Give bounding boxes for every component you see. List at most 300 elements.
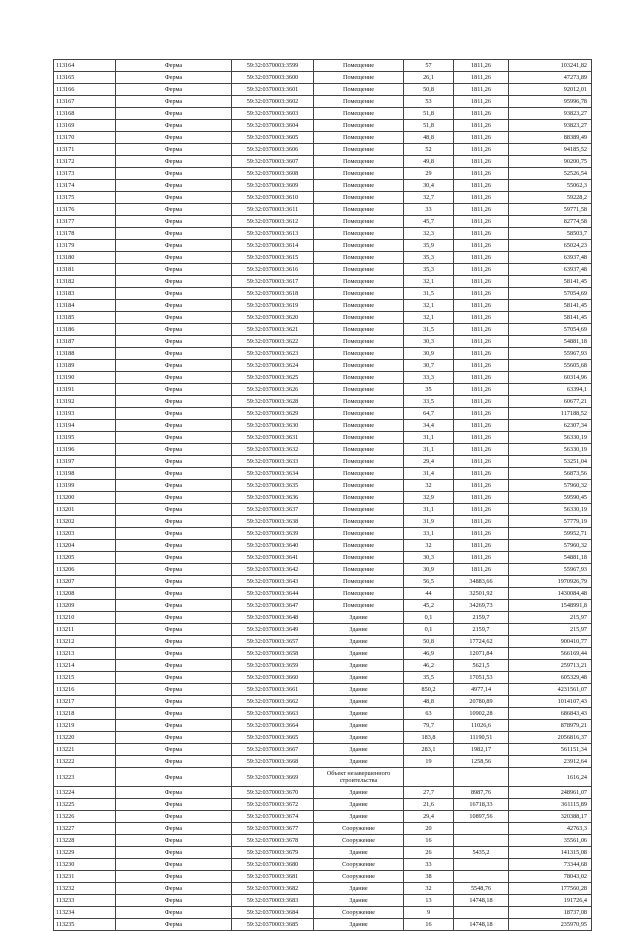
cadastral-number-cell: 59:32:0370003:3669 (232, 768, 314, 787)
cadastral-number-cell: 59:32:0370003:3657 (232, 636, 314, 648)
document-page (53, 59, 591, 931)
cadastral-number-cell: 59:32:0370003:3648 (232, 612, 314, 624)
premises-type-cell: Сооружение (314, 907, 404, 919)
object-type-cell: Ферма (116, 456, 232, 468)
premises-type-cell: Помещение (314, 108, 404, 120)
area-cell: 31,4 (404, 468, 454, 480)
row-id-cell: 113164 (54, 60, 116, 72)
table-row (54, 240, 592, 252)
row-id-cell: 113191 (54, 384, 116, 396)
row-id-cell: 113187 (54, 336, 116, 348)
object-type-cell: Ферма (116, 288, 232, 300)
cadastral-number-cell: 59:32:0370003:3643 (232, 576, 314, 588)
cadastral-value-cell: 63937,48 (509, 264, 592, 276)
premises-type-cell: Здание (314, 799, 404, 811)
table-row (54, 919, 592, 931)
cadastral-value-cell: 65024,23 (509, 240, 592, 252)
table-row (54, 144, 592, 156)
table-row (54, 528, 592, 540)
premises-type-cell: Помещение (314, 516, 404, 528)
table-row (54, 799, 592, 811)
row-id-cell: 113208 (54, 588, 116, 600)
cadastral-value-cell: 90200,75 (509, 156, 592, 168)
unit-value-cell: 1811,26 (454, 396, 509, 408)
cadastral-value-cell: 55967,93 (509, 564, 592, 576)
row-id-cell: 113168 (54, 108, 116, 120)
object-type-cell: Ферма (116, 504, 232, 516)
cadastral-value-cell: 56330,19 (509, 432, 592, 444)
object-type-cell: Ферма (116, 756, 232, 768)
unit-value-cell: 1811,26 (454, 180, 509, 192)
object-type-cell: Ферма (116, 396, 232, 408)
object-type-cell: Ферма (116, 300, 232, 312)
object-type-cell: Ферма (116, 228, 232, 240)
area-cell: 31,5 (404, 288, 454, 300)
unit-value-cell: 10897,56 (454, 811, 509, 823)
area-cell: 16 (404, 835, 454, 847)
cadastral-number-cell: 59:32:0370003:3622 (232, 336, 314, 348)
row-id-cell: 113194 (54, 420, 116, 432)
premises-type-cell: Помещение (314, 576, 404, 588)
unit-value-cell: 2159,7 (454, 612, 509, 624)
cadastral-number-cell: 59:32:0370003:3660 (232, 672, 314, 684)
object-type-cell: Ферма (116, 144, 232, 156)
table-row (54, 835, 592, 847)
cadastral-value-cell: 58141,45 (509, 312, 592, 324)
row-id-cell: 113233 (54, 895, 116, 907)
cadastral-number-cell: 59:32:0370003:3658 (232, 648, 314, 660)
row-id-cell: 113230 (54, 859, 116, 871)
cadastral-value-cell: 54881,18 (509, 336, 592, 348)
table-row (54, 672, 592, 684)
area-cell: 30,3 (404, 552, 454, 564)
cadastral-number-cell: 59:32:0370003:3616 (232, 264, 314, 276)
area-cell: 16 (404, 919, 454, 931)
area-cell: 35 (404, 384, 454, 396)
row-id-cell: 113235 (54, 919, 116, 931)
cadastral-value-cell: 60677,21 (509, 396, 592, 408)
cadastral-value-cell: 18737,08 (509, 907, 592, 919)
cadastral-value-cell: 55605,68 (509, 360, 592, 372)
area-cell: 33 (404, 204, 454, 216)
premises-type-cell: Помещение (314, 504, 404, 516)
cadastral-number-cell: 59:32:0370003:3628 (232, 396, 314, 408)
premises-type-cell: Помещение (314, 144, 404, 156)
row-id-cell: 113211 (54, 624, 116, 636)
table-row (54, 612, 592, 624)
area-cell: 33 (404, 859, 454, 871)
unit-value-cell: 34883,66 (454, 576, 509, 588)
premises-type-cell: Здание (314, 919, 404, 931)
object-type-cell: Ферма (116, 492, 232, 504)
area-cell: 46,2 (404, 660, 454, 672)
area-cell: 31,1 (404, 504, 454, 516)
area-cell: 52 (404, 144, 454, 156)
cadastral-value-cell: 35561,06 (509, 835, 592, 847)
area-cell: 48,8 (404, 132, 454, 144)
object-type-cell: Ферма (116, 384, 232, 396)
cadastral-number-cell: 59:32:0370003:3642 (232, 564, 314, 576)
area-cell: 31,5 (404, 324, 454, 336)
unit-value-cell: 20780,89 (454, 696, 509, 708)
cadastral-number-cell: 59:32:0370003:3649 (232, 624, 314, 636)
object-type-cell: Ферма (116, 871, 232, 883)
area-cell: 19 (404, 756, 454, 768)
object-type-cell: Ферма (116, 576, 232, 588)
object-type-cell: Ферма (116, 84, 232, 96)
table-row (54, 396, 592, 408)
unit-value-cell: 1811,26 (454, 240, 509, 252)
table-row (54, 324, 592, 336)
table-row (54, 540, 592, 552)
row-id-cell: 113203 (54, 528, 116, 540)
cadastral-number-cell: 59:32:0370003:3683 (232, 895, 314, 907)
row-id-cell: 113185 (54, 312, 116, 324)
row-id-cell: 113189 (54, 360, 116, 372)
object-type-cell: Ферма (116, 72, 232, 84)
object-type-cell: Ферма (116, 540, 232, 552)
premises-type-cell: Здание (314, 756, 404, 768)
table-row (54, 636, 592, 648)
area-cell: 63 (404, 708, 454, 720)
cadastral-number-cell: 59:32:0370003:3662 (232, 696, 314, 708)
cadastral-number-cell: 59:32:0370003:3639 (232, 528, 314, 540)
unit-value-cell: 1811,26 (454, 516, 509, 528)
object-type-cell: Ферма (116, 799, 232, 811)
cadastral-value-cell: 47273,89 (509, 72, 592, 84)
object-type-cell: Ферма (116, 787, 232, 799)
row-id-cell: 113176 (54, 204, 116, 216)
unit-value-cell: 11026,6 (454, 720, 509, 732)
table-row (54, 72, 592, 84)
cadastral-value-cell: 686843,43 (509, 708, 592, 720)
unit-value-cell: 1811,26 (454, 540, 509, 552)
area-cell: 34,4 (404, 420, 454, 432)
cadastral-value-cell: 235970,95 (509, 919, 592, 931)
cadastral-value-cell: 57779,19 (509, 516, 592, 528)
premises-type-cell: Помещение (314, 204, 404, 216)
unit-value-cell: 14748,18 (454, 919, 509, 931)
row-id-cell: 113229 (54, 847, 116, 859)
premises-type-cell: Сооружение (314, 859, 404, 871)
unit-value-cell: 1811,26 (454, 336, 509, 348)
table-row (54, 492, 592, 504)
table-row (54, 408, 592, 420)
unit-value-cell: 1811,26 (454, 444, 509, 456)
cadastral-number-cell: 59:32:0370003:3600 (232, 72, 314, 84)
area-cell: 850,2 (404, 684, 454, 696)
cadastral-number-cell: 59:32:0370003:3604 (232, 120, 314, 132)
cadastral-number-cell: 59:32:0370003:3665 (232, 732, 314, 744)
cadastral-value-cell: 57960,32 (509, 540, 592, 552)
unit-value-cell: 1811,26 (454, 252, 509, 264)
area-cell: 35,9 (404, 240, 454, 252)
unit-value-cell: 1811,26 (454, 84, 509, 96)
row-id-cell: 113183 (54, 288, 116, 300)
row-id-cell: 113205 (54, 552, 116, 564)
premises-type-cell: Помещение (314, 276, 404, 288)
cadastral-value-cell: 1430084,48 (509, 588, 592, 600)
area-cell: 33,5 (404, 396, 454, 408)
row-id-cell: 113226 (54, 811, 116, 823)
cadastral-number-cell: 59:32:0370003:3634 (232, 468, 314, 480)
row-id-cell: 113210 (54, 612, 116, 624)
table-row (54, 348, 592, 360)
object-type-cell: Ферма (116, 672, 232, 684)
unit-value-cell (454, 823, 509, 835)
cadastral-number-cell: 59:32:0370003:3674 (232, 811, 314, 823)
unit-value-cell: 1811,26 (454, 480, 509, 492)
object-type-cell: Ферма (116, 216, 232, 228)
unit-value-cell: 11190,51 (454, 732, 509, 744)
object-type-cell: Ферма (116, 336, 232, 348)
object-type-cell: Ферма (116, 108, 232, 120)
cadastral-number-cell: 59:32:0370003:3638 (232, 516, 314, 528)
premises-type-cell: Здание (314, 660, 404, 672)
cadastral-number-cell: 59:32:0370003:3630 (232, 420, 314, 432)
row-id-cell: 113174 (54, 180, 116, 192)
table-row (54, 564, 592, 576)
area-cell: 31,9 (404, 516, 454, 528)
premises-type-cell: Помещение (314, 168, 404, 180)
unit-value-cell: 1811,26 (454, 168, 509, 180)
row-id-cell: 113169 (54, 120, 116, 132)
premises-type-cell: Помещение (314, 372, 404, 384)
unit-value-cell: 1811,26 (454, 204, 509, 216)
cadastral-number-cell: 59:32:0370003:3624 (232, 360, 314, 372)
table-row (54, 468, 592, 480)
object-type-cell: Ферма (116, 624, 232, 636)
area-cell: 32,9 (404, 492, 454, 504)
cadastral-value-cell: 361115,89 (509, 799, 592, 811)
table-row (54, 696, 592, 708)
unit-value-cell: 1811,26 (454, 564, 509, 576)
unit-value-cell: 34269,73 (454, 600, 509, 612)
unit-value-cell: 1811,26 (454, 216, 509, 228)
premises-type-cell: Помещение (314, 288, 404, 300)
cadastral-value-cell: 566169,44 (509, 648, 592, 660)
area-cell: 32 (404, 883, 454, 895)
row-id-cell: 113197 (54, 456, 116, 468)
premises-type-cell: Сооружение (314, 871, 404, 883)
area-cell: 183,8 (404, 732, 454, 744)
cadastral-number-cell: 59:32:0370003:3632 (232, 444, 314, 456)
unit-value-cell: 1811,26 (454, 456, 509, 468)
premises-type-cell: Здание (314, 883, 404, 895)
area-cell: 33,1 (404, 528, 454, 540)
table-row (54, 60, 592, 72)
row-id-cell: 113165 (54, 72, 116, 84)
unit-value-cell: 1811,26 (454, 144, 509, 156)
cadastral-number-cell: 59:32:0370003:3612 (232, 216, 314, 228)
row-id-cell: 113188 (54, 348, 116, 360)
unit-value-cell: 1811,26 (454, 384, 509, 396)
area-cell: 9 (404, 907, 454, 919)
area-cell: 31,1 (404, 444, 454, 456)
cadastral-value-cell: 59771,58 (509, 204, 592, 216)
cadastral-number-cell: 59:32:0370003:3664 (232, 720, 314, 732)
unit-value-cell: 1811,26 (454, 324, 509, 336)
row-id-cell: 113172 (54, 156, 116, 168)
object-type-cell: Ферма (116, 907, 232, 919)
object-type-cell: Ферма (116, 372, 232, 384)
table-row (54, 720, 592, 732)
premises-type-cell: Помещение (314, 132, 404, 144)
cadastral-value-cell: 4231561,07 (509, 684, 592, 696)
cadastral-number-cell: 59:32:0370003:3608 (232, 168, 314, 180)
unit-value-cell: 1811,26 (454, 72, 509, 84)
cadastral-number-cell: 59:32:0370003:3629 (232, 408, 314, 420)
area-cell: 13 (404, 895, 454, 907)
cadastral-value-cell: 56330,19 (509, 444, 592, 456)
row-id-cell: 113217 (54, 696, 116, 708)
area-cell: 32,3 (404, 228, 454, 240)
row-id-cell: 113170 (54, 132, 116, 144)
table-row (54, 871, 592, 883)
cadastral-value-cell: 878979,21 (509, 720, 592, 732)
row-id-cell: 113218 (54, 708, 116, 720)
cadastral-number-cell: 59:32:0370003:3640 (232, 540, 314, 552)
premises-type-cell: Сооружение (314, 823, 404, 835)
table-row (54, 600, 592, 612)
cadastral-number-cell: 59:32:0370003:3679 (232, 847, 314, 859)
row-id-cell: 113178 (54, 228, 116, 240)
area-cell: 45,7 (404, 216, 454, 228)
object-type-cell: Ферма (116, 811, 232, 823)
table-row (54, 132, 592, 144)
cadastral-number-cell: 59:32:0370003:3672 (232, 799, 314, 811)
area-cell: 32 (404, 480, 454, 492)
premises-type-cell: Помещение (314, 384, 404, 396)
area-cell: 35,3 (404, 264, 454, 276)
table-row (54, 384, 592, 396)
unit-value-cell: 1811,26 (454, 228, 509, 240)
cadastral-number-cell: 59:32:0370003:3602 (232, 96, 314, 108)
unit-value-cell (454, 768, 509, 787)
premises-type-cell: Помещение (314, 252, 404, 264)
cadastral-value-cell: 54881,18 (509, 552, 592, 564)
table-row (54, 883, 592, 895)
cadastral-number-cell: 59:32:0370003:3659 (232, 660, 314, 672)
premises-type-cell: Здание (314, 787, 404, 799)
cadastral-value-cell: 57054,69 (509, 288, 592, 300)
row-id-cell: 113225 (54, 799, 116, 811)
cadastral-value-cell: 62307,34 (509, 420, 592, 432)
object-type-cell: Ферма (116, 720, 232, 732)
cadastral-value-cell: 88389,49 (509, 132, 592, 144)
table-row (54, 372, 592, 384)
premises-type-cell: Здание (314, 696, 404, 708)
area-cell: 44 (404, 588, 454, 600)
unit-value-cell: 1811,26 (454, 264, 509, 276)
cadastral-number-cell: 59:32:0370003:3680 (232, 859, 314, 871)
table-row (54, 588, 592, 600)
premises-type-cell: Здание (314, 895, 404, 907)
object-type-cell: Ферма (116, 744, 232, 756)
unit-value-cell: 1811,26 (454, 288, 509, 300)
cadastral-number-cell: 59:32:0370003:3682 (232, 883, 314, 895)
cadastral-value-cell: 1970926,79 (509, 576, 592, 588)
unit-value-cell: 1811,26 (454, 408, 509, 420)
cadastral-number-cell: 59:32:0370003:3677 (232, 823, 314, 835)
table-row (54, 480, 592, 492)
premises-type-cell: Помещение (314, 540, 404, 552)
object-type-cell: Ферма (116, 684, 232, 696)
cadastral-number-cell: 59:32:0370003:3681 (232, 871, 314, 883)
object-type-cell: Ферма (116, 180, 232, 192)
row-id-cell: 113184 (54, 300, 116, 312)
premises-type-cell: Помещение (314, 336, 404, 348)
object-type-cell: Ферма (116, 360, 232, 372)
area-cell: 56,5 (404, 576, 454, 588)
unit-value-cell: 1811,26 (454, 300, 509, 312)
row-id-cell: 113166 (54, 84, 116, 96)
unit-value-cell: 1982,17 (454, 744, 509, 756)
object-type-cell: Ферма (116, 564, 232, 576)
cadastral-value-cell: 1014107,43 (509, 696, 592, 708)
cadastral-value-cell: 63394,1 (509, 384, 592, 396)
premises-type-cell: Здание (314, 636, 404, 648)
area-cell: 45,2 (404, 600, 454, 612)
row-id-cell: 113180 (54, 252, 116, 264)
table-row (54, 576, 592, 588)
cadastral-number-cell: 59:32:0370003:3606 (232, 144, 314, 156)
object-type-cell: Ферма (116, 204, 232, 216)
premises-type-cell: Здание (314, 732, 404, 744)
object-type-cell: Ферма (116, 835, 232, 847)
unit-value-cell: 1811,26 (454, 372, 509, 384)
table-row (54, 276, 592, 288)
cadastral-number-cell: 59:32:0370003:3607 (232, 156, 314, 168)
unit-value-cell: 1811,26 (454, 528, 509, 540)
unit-value-cell: 1811,26 (454, 192, 509, 204)
cadastral-number-cell: 59:32:0370003:3610 (232, 192, 314, 204)
object-type-cell: Ферма (116, 192, 232, 204)
object-type-cell: Ферма (116, 312, 232, 324)
unit-value-cell: 16718,33 (454, 799, 509, 811)
table-row (54, 756, 592, 768)
premises-type-cell: Помещение (314, 444, 404, 456)
unit-value-cell: 1258,56 (454, 756, 509, 768)
object-type-cell: Ферма (116, 252, 232, 264)
unit-value-cell: 4977,14 (454, 684, 509, 696)
area-cell: 32,1 (404, 312, 454, 324)
object-type-cell: Ферма (116, 276, 232, 288)
cadastral-number-cell: 59:32:0370003:3613 (232, 228, 314, 240)
premises-type-cell: Здание (314, 624, 404, 636)
cadastral-number-cell: 59:32:0370003:3670 (232, 787, 314, 799)
area-cell: 30,9 (404, 348, 454, 360)
object-type-cell: Ферма (116, 660, 232, 672)
cadastral-number-cell: 59:32:0370003:3667 (232, 744, 314, 756)
cadastral-number-cell: 59:32:0370003:3661 (232, 684, 314, 696)
premises-type-cell: Помещение (314, 96, 404, 108)
table-row (54, 823, 592, 835)
object-type-cell: Ферма (116, 847, 232, 859)
table-row (54, 847, 592, 859)
object-type-cell: Ферма (116, 919, 232, 931)
cadastral-number-cell: 59:32:0370003:3625 (232, 372, 314, 384)
area-cell: 32,1 (404, 276, 454, 288)
premises-type-cell: Помещение (314, 468, 404, 480)
area-cell: 32 (404, 540, 454, 552)
unit-value-cell: 1811,26 (454, 276, 509, 288)
cadastral-value-cell: 55967,93 (509, 348, 592, 360)
row-id-cell: 113177 (54, 216, 116, 228)
premises-type-cell: Здание (314, 708, 404, 720)
cadastral-value-cell: 93823,27 (509, 108, 592, 120)
table-row (54, 444, 592, 456)
